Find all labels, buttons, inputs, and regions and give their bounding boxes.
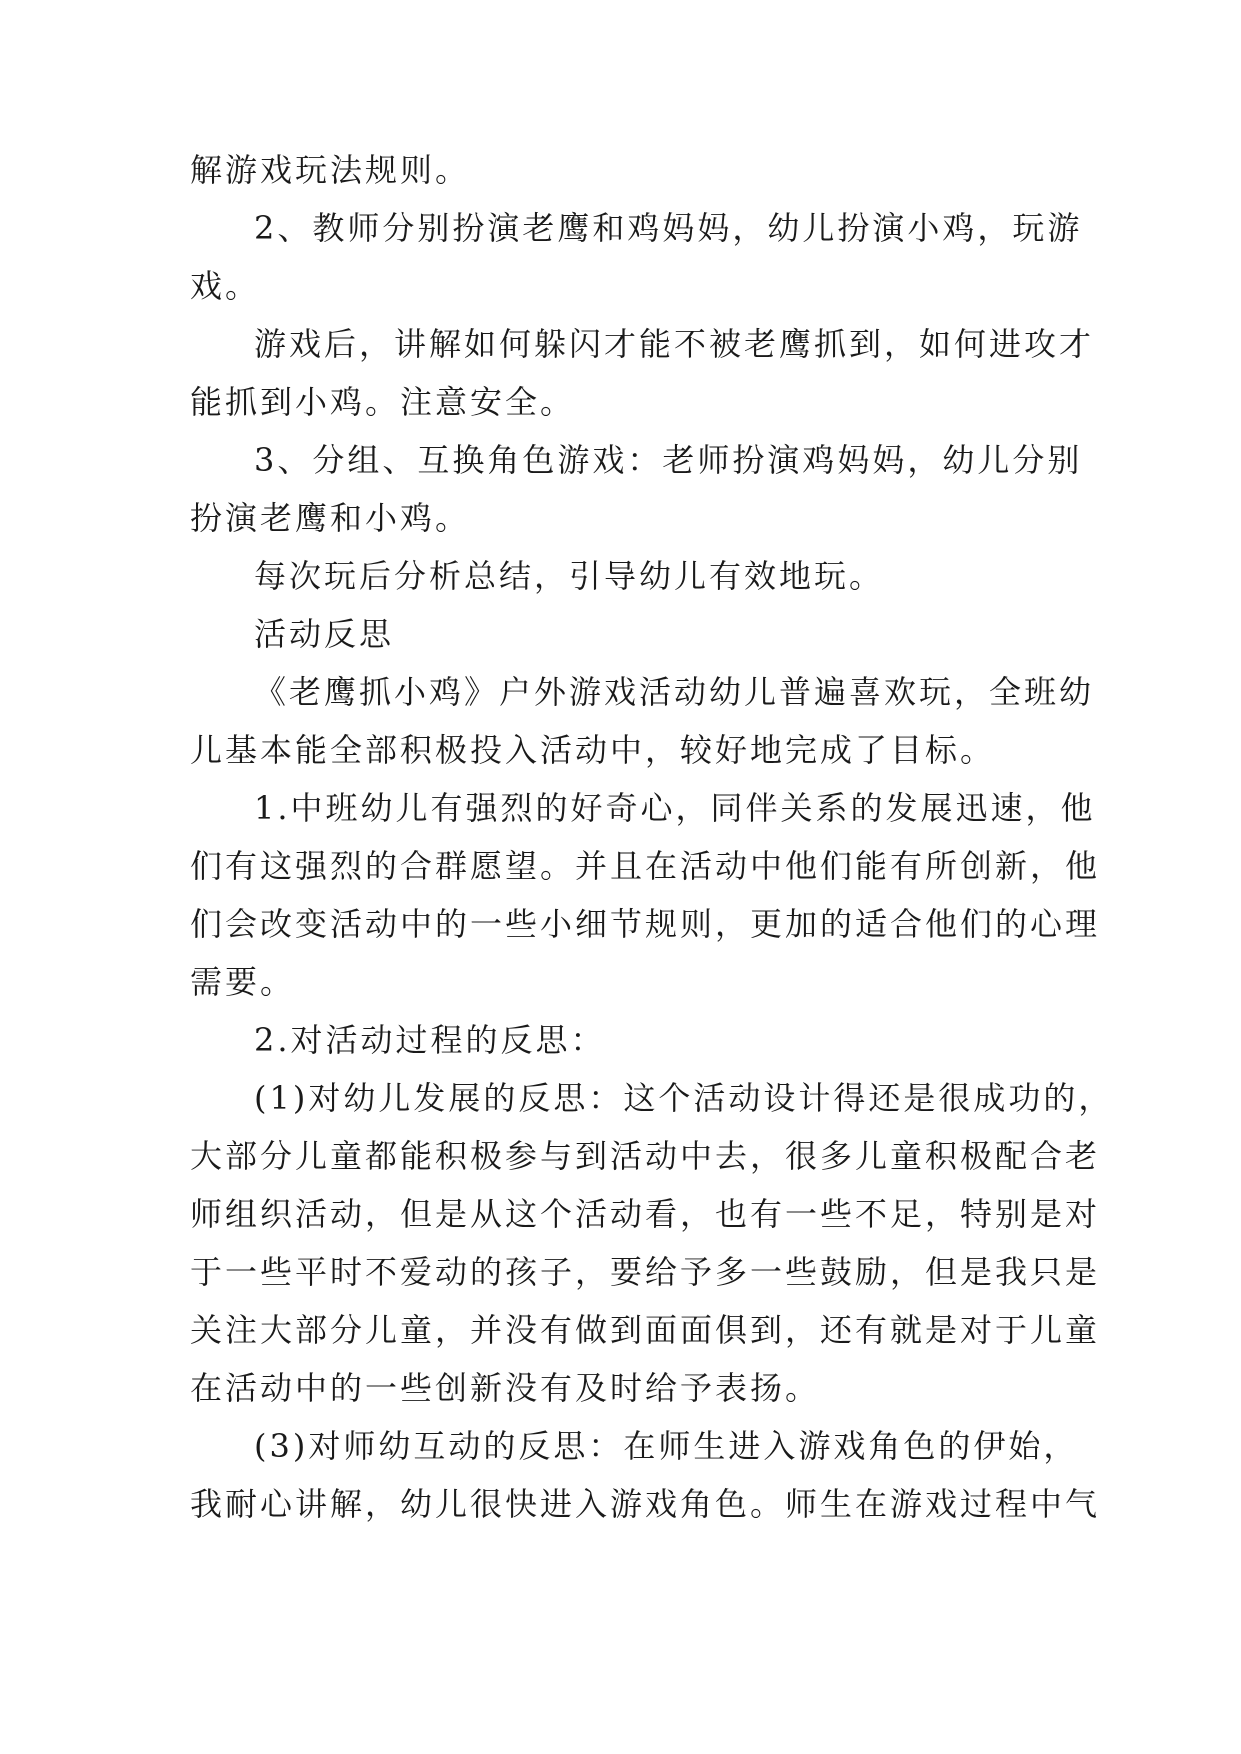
text-line: 师组织活动，但是从这个活动看，也有一些不足，特别是对 <box>190 1195 1101 1233</box>
text-line: 戏。 <box>190 267 261 305</box>
text-line: 能抓到小鸡。注意安全。 <box>190 383 576 421</box>
text-line: (3)对师幼互动的反思：在师生进入游戏角色的伊始， <box>254 1427 1079 1465</box>
text-line: 在活动中的一些创新没有及时给予表扬。 <box>190 1369 821 1407</box>
text-line: 2.对活动过程的反思： <box>254 1021 606 1059</box>
text-line: (1)对幼儿发展的反思：这个活动设计得还是很成功的， <box>254 1079 1114 1117</box>
text-line: 关注大部分儿童，并没有做到面面俱到，还有就是对于儿童 <box>190 1311 1101 1349</box>
text-line: 每次玩后分析总结，引导幼儿有效地玩。 <box>254 557 885 595</box>
text-line: 游戏后，讲解如何躲闪才能不被老鹰抓到，如何进攻才 <box>254 325 1095 363</box>
text-line: 我耐心讲解，幼儿很快进入游戏角色。师生在游戏过程中气 <box>190 1485 1101 1523</box>
text-line: 1.中班幼儿有强烈的好奇心，同伴关系的发展迅速，他 <box>254 789 1096 827</box>
text-line: 2、教师分别扮演老鹰和鸡妈妈，幼儿扮演小鸡，玩游 <box>254 209 1083 247</box>
text-line: 需要。 <box>190 963 296 1001</box>
text-line: 3、分组、互换角色游戏：老师扮演鸡妈妈，幼儿分别 <box>254 441 1083 479</box>
text-line: 们会改变活动中的一些小细节规则，更加的适合他们的心理 <box>190 905 1101 943</box>
text-line: 扮演老鹰和小鸡。 <box>190 499 471 537</box>
text-line: 于一些平时不爱动的孩子，要给予多一些鼓励，但是我只是 <box>190 1253 1101 1291</box>
text-line: 儿基本能全部积极投入活动中，较好地完成了目标。 <box>190 731 996 769</box>
text-line: 大部分儿童都能积极参与到活动中去，很多儿童积极配合老 <box>190 1137 1101 1175</box>
text-line: 们有这强烈的合群愿望。并且在活动中他们能有所创新，他 <box>190 847 1101 885</box>
text-line: 解游戏玩法规则。 <box>190 151 471 189</box>
section-heading: 活动反思 <box>254 615 395 653</box>
text-line: 《老鹰抓小鸡》户外游戏活动幼儿普遍喜欢玩，全班幼 <box>254 673 1095 711</box>
